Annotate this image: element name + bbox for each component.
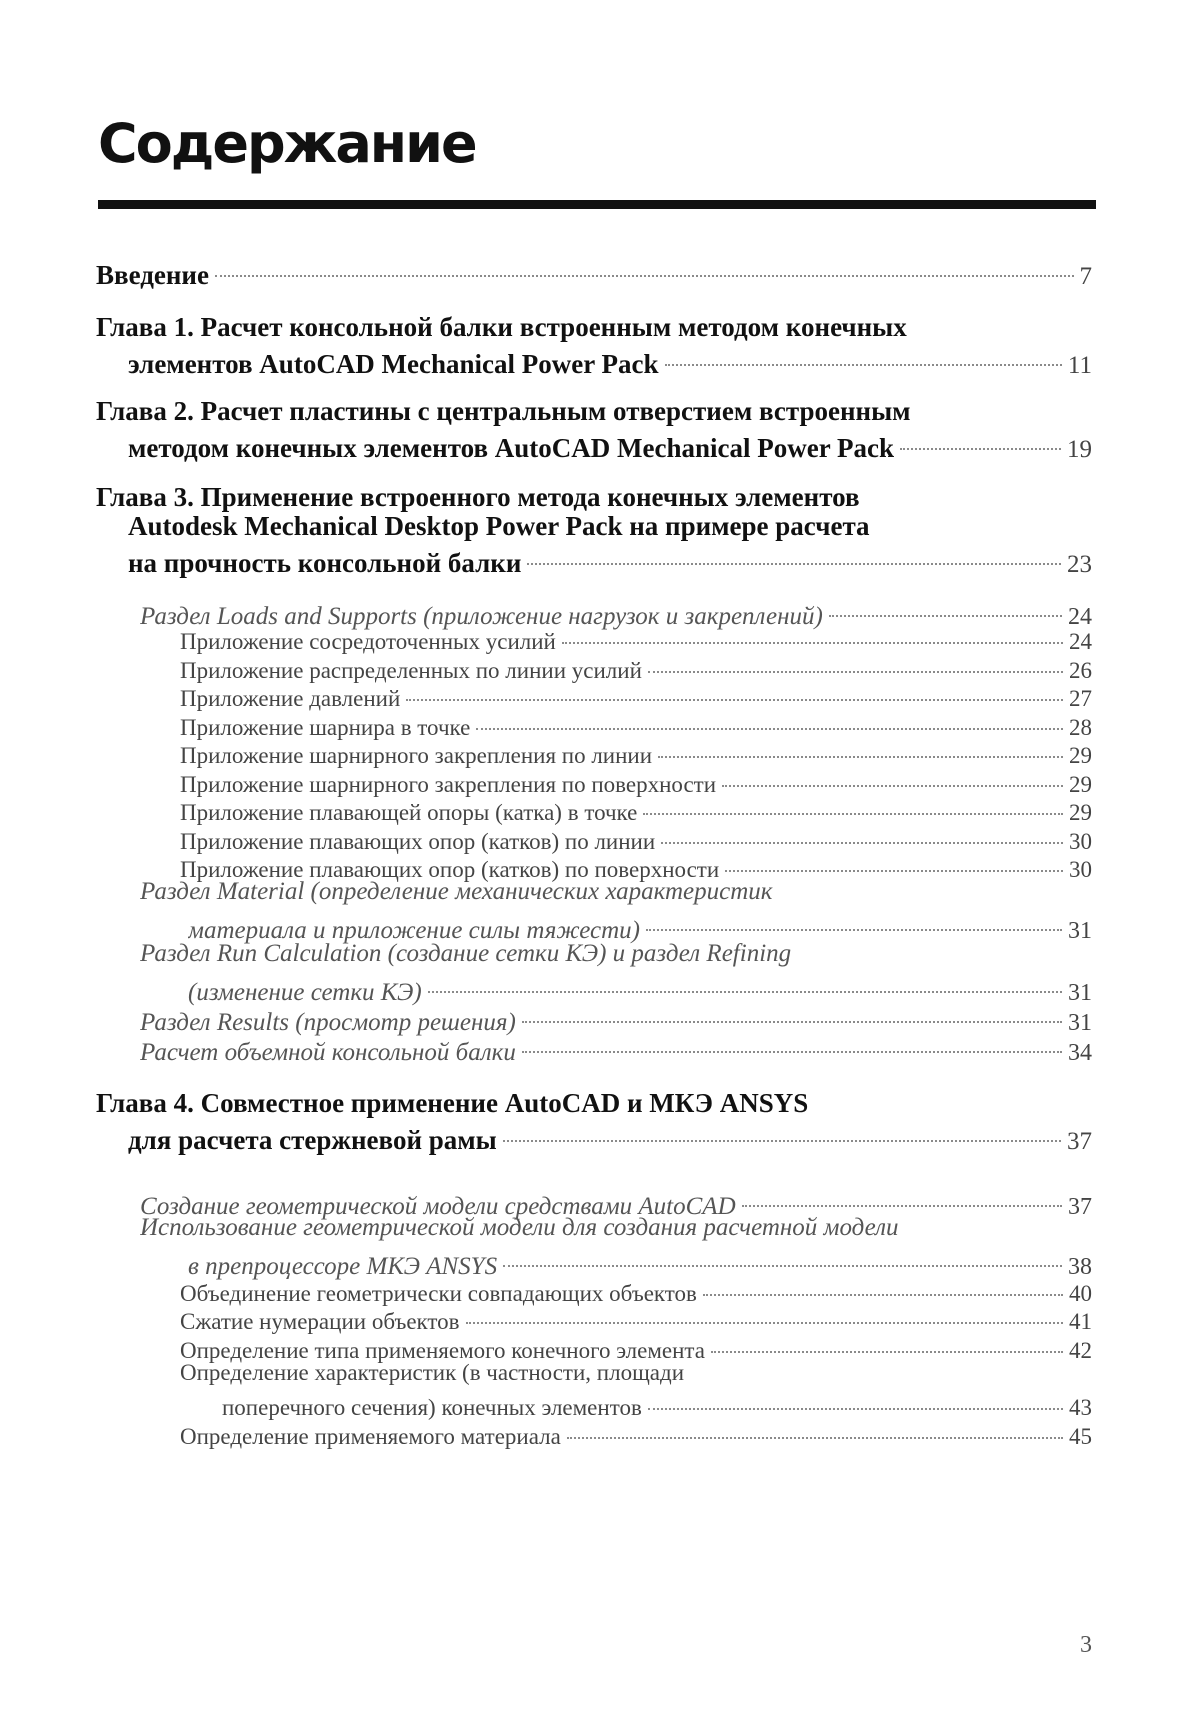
- toc-entry-title: Введение: [96, 259, 209, 290]
- toc-page-number: 37: [1067, 1127, 1092, 1155]
- toc-entry-title: Использование геометрической модели для создания расчетной модели: [140, 1214, 899, 1241]
- toc-entry-title: Приложение шарнирного закрепления по поверхности: [180, 772, 717, 798]
- toc-page-number: 31: [1068, 979, 1092, 1006]
- dot-leader: [562, 622, 1063, 644]
- dot-leader: [658, 736, 1063, 758]
- dot-leader: [722, 765, 1063, 787]
- toc-page-number: 30: [1069, 857, 1092, 883]
- toc-page-number: 29: [1069, 743, 1092, 769]
- toc-entry-title: Autodesk Mechanical Desktop Power Pack на примере расчета: [128, 511, 870, 541]
- toc-entry-title: Приложение сосредоточенных усилий: [180, 629, 556, 655]
- toc-entry-title: Расчет объемной консольной балки: [140, 1038, 516, 1066]
- toc-page-number: 37: [1068, 1193, 1092, 1220]
- toc-page-number: 7: [1079, 262, 1092, 290]
- toc-entry-title: Глава 3. Применение встроенного метода конечных элементов: [96, 482, 860, 512]
- toc-page-number: 42: [1069, 1338, 1092, 1364]
- toc-page-number: 27: [1069, 686, 1092, 712]
- dot-leader: [711, 1331, 1063, 1353]
- toc-entry-title: Сжатие нумерации объектов: [180, 1309, 460, 1335]
- toc-entry-title: Объединение геометрически совпадающих объектов: [180, 1281, 697, 1307]
- toc-page-number: 28: [1069, 715, 1092, 741]
- toc-entry-title: Раздел Results (просмотр решения): [140, 1008, 516, 1036]
- dot-leader: [428, 970, 1062, 993]
- dot-leader: [522, 1000, 1062, 1023]
- toc-page-number: 23: [1067, 550, 1092, 578]
- dot-leader: [725, 850, 1063, 872]
- toc-entry-title: Приложение плавающих опор (катков) по поверхности: [180, 857, 720, 883]
- toc-entry-title: Раздел Loads and Supports (приложение нагрузок и закреплений): [140, 602, 823, 630]
- toc-entry-title: материала и приложение силы тяжести): [188, 916, 640, 944]
- toc-page-number: 24: [1069, 629, 1092, 655]
- toc-entry-title: поперечного сечения) конечных элементов: [222, 1395, 642, 1421]
- toc-entry-title: Глава 1. Расчет консольной балки встроенным методом конечных: [96, 312, 907, 342]
- dot-leader: [742, 1184, 1062, 1207]
- toc-page-number: 24: [1068, 603, 1092, 630]
- dot-leader: [648, 651, 1063, 673]
- toc-entry-title: Определение характеристик (в частности, площади: [180, 1360, 685, 1385]
- dot-leader: [406, 679, 1063, 701]
- toc-entry-title: элементов AutoCAD Mechanical Power Pack: [128, 348, 659, 379]
- toc-page-number: 41: [1069, 1309, 1092, 1335]
- title-rule: [98, 200, 1096, 209]
- dot-leader: [476, 708, 1063, 730]
- toc-entry-title: в препроцессоре МКЭ ANSYS: [188, 1252, 498, 1280]
- toc-page-number: 34: [1068, 1039, 1092, 1066]
- toc-entry-title: Определение применяемого материала: [180, 1424, 561, 1450]
- toc-entry-title: Раздел Run Calculation (создание сетки КЭ) и раздел Refining: [140, 940, 792, 967]
- toc-entry-title: (изменение сетки КЭ): [188, 978, 422, 1006]
- toc-entry-title: Определение типа применяемого конечного элемента: [180, 1338, 705, 1364]
- dot-leader: [527, 540, 1061, 565]
- dot-leader: [665, 341, 1062, 366]
- toc-page-number: 45: [1069, 1424, 1092, 1450]
- toc-page-number: 40: [1069, 1281, 1092, 1307]
- dot-leader: [503, 1244, 1062, 1267]
- toc-page-number: 29: [1069, 772, 1092, 798]
- toc-entry-title: методом конечных элементов AutoCAD Mechanical Power Pack: [128, 432, 894, 463]
- dot-leader: [829, 594, 1062, 617]
- dot-leader: [522, 1030, 1062, 1053]
- dot-leader: [703, 1274, 1063, 1296]
- toc-page-number: 31: [1068, 1009, 1092, 1036]
- toc-entry-title: Приложение плавающей опоры (катка) в точке: [180, 800, 638, 826]
- toc-entry-title: Создание геометрической модели средствами AutoCAD: [140, 1192, 736, 1220]
- toc-page-number: 26: [1069, 658, 1092, 684]
- toc-entry-title: Приложение плавающих опор (катков) по линии: [180, 829, 656, 855]
- toc-entry-title: Раздел Material (определение механических характеристик: [140, 878, 773, 905]
- toc-page-number: 11: [1067, 351, 1092, 379]
- toc-page-number: 30: [1069, 829, 1092, 855]
- toc-page-number: 29: [1069, 800, 1092, 826]
- dot-leader: [661, 822, 1063, 844]
- toc-page-number: 31: [1068, 917, 1092, 944]
- toc-entry-title: Глава 4. Совместное применение AutoCAD и МКЭ ANSYS: [96, 1088, 809, 1118]
- page-number: 3: [1080, 1632, 1092, 1658]
- dot-leader: [643, 793, 1063, 815]
- toc-entry-title: Глава 2. Расчет пластины с центральным отверстием встроенным: [96, 396, 911, 426]
- dot-leader: [646, 908, 1062, 931]
- toc-entry-title: Приложение шарнирного закрепления по линии: [180, 743, 653, 769]
- dot-leader: [900, 425, 1061, 450]
- toc-page-number: 38: [1068, 1253, 1092, 1280]
- toc-entry-title: Приложение шарнира в точке: [180, 715, 471, 741]
- toc-entry-title: Приложение давлений: [180, 686, 401, 712]
- dot-leader: [648, 1388, 1063, 1410]
- toc-page-number: 19: [1067, 435, 1092, 463]
- toc-page-number: 43: [1069, 1395, 1092, 1421]
- dot-leader: [215, 252, 1074, 277]
- dot-leader: [567, 1417, 1063, 1439]
- dot-leader: [466, 1302, 1063, 1324]
- toc-entry-title: на прочность консольной балки: [128, 547, 522, 578]
- page-title: Содержание: [98, 112, 476, 175]
- dot-leader: [503, 1117, 1061, 1142]
- toc-entry-title: для расчета стержневой рамы: [128, 1124, 497, 1155]
- toc-entry-title: Приложение распределенных по линии усилий: [180, 658, 642, 684]
